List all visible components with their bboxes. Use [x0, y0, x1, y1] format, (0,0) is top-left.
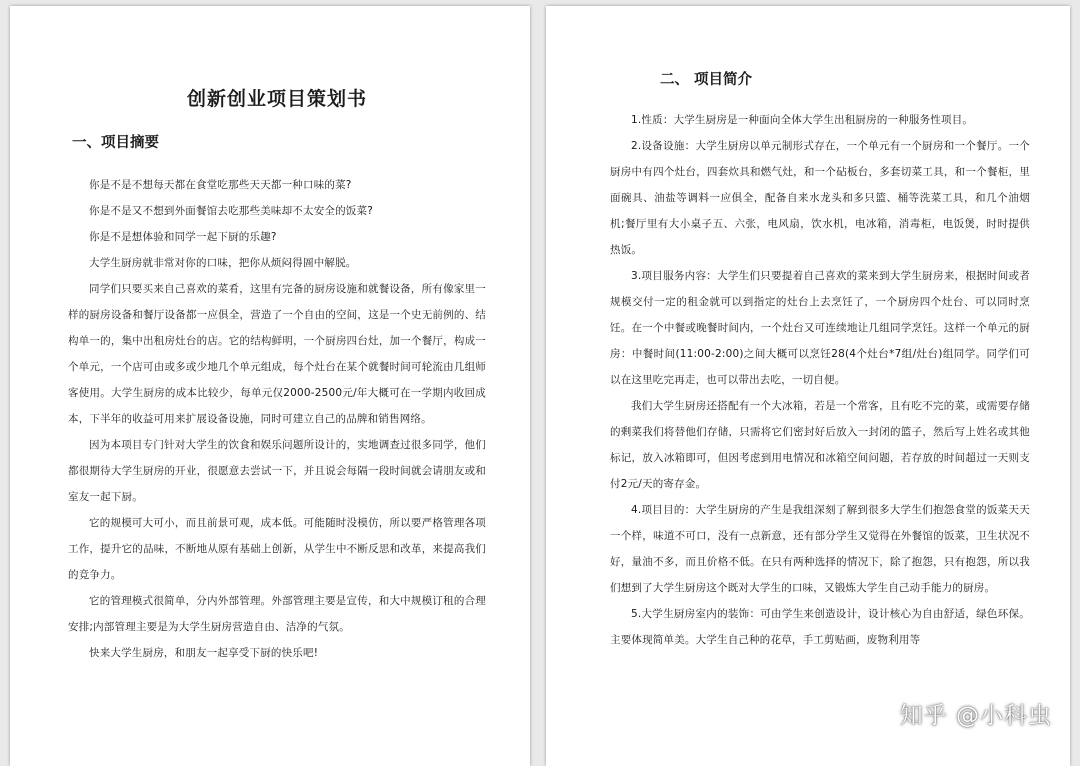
document-title: 创新创业项目策划书 [186, 88, 367, 110]
paragraph: 你是不是想体验和同学一起下厨的乐趣? [89, 231, 277, 243]
paragraph: 我们大学生厨房还搭配有一个大冰箱，若是一个常客，且有吃不完的菜，或需要存储的剩菜我们将替他们存储，只需将它们密封好后放入一封闭的篮子，然后写上姓名或其他标记，放入冰箱即可，但因考虑到用电情况和冰箱空间问题，若存放的时间超过一天则支付2元/天的寄存金。 [610, 400, 1030, 490]
paragraph: 5.大学生厨房室内的装饰：可由学生来创造设计，设计核心为自由舒适，绿色环保。主要体现简单美。大学生自己种的花草，手工剪贴画，废物利用等 [610, 608, 1030, 646]
paragraph: 你是不是又不想到外面餐馆去吃那些美味却不太安全的饭菜? [89, 205, 373, 217]
paragraph: 3.项目服务内容：大学生们只要提着自己喜欢的菜来到大学生厨房来，根据时间或者规模交付一定的租金就可以到指定的灶台上去烹饪了，一个厨房四个灶台、可以同时烹饪。在一个中餐或晚餐时间内，一个灶台又可连续地让几组同学烹饪。这样一个单元的厨房：中餐时间(11:00-2:00)之间大概可以烹饪28(4个灶台*7组/灶台)组同学。同学们可以在这里吃完再走，也可以带出去吃，一切自便。 [610, 270, 1030, 386]
paragraph: 它的规模可大可小，而且前景可观，成本低。可能随时没模仿，所以要严格管理各项工作，提升它的品味，不断地从原有基础上创新，从学生中不断反思和改革，来提高我们的竞争力。 [68, 517, 486, 581]
paragraph: 大学生厨房就非常对你的口味，把你从烦闷得圄中解脱。 [89, 257, 357, 269]
paragraph: 同学们只要买来自己喜欢的菜肴，这里有完备的厨房设施和就餐设备，所有像家里一样的厨房设备和餐厅设备都一应俱全，营造了一个自由的空间，这是一个史无前例的、结构单一的，集中出租房灶台的店。它的结构鲜明，一个厨房四台灶，加一个餐厅，构成一个单元，一个店可由或多或少地几个单元组成，每个灶台在某个就餐时间可轮流由几组师客使用。大学生厨房的成本比较少，每单元仅2000-2500元/年大概可在一学期内收回成本，下半年的收益可用来扩展设备设施，同时可建立自己的品牌和销售网络。 [68, 283, 486, 425]
paragraph: 1.性质：大学生厨房是一种面向全体大学生出租厨房的一种服务性项目。 [631, 114, 974, 126]
paragraph: 因为本项目专门针对大学生的饮食和娱乐问题所设计的，实地调查过很多同学，他们都很期待大学生厨房的开业，很愿意去尝试一下，并且说会每隔一段时间就会请朋友或和室友一起下厨。 [68, 439, 486, 503]
paragraph: 快来大学生厨房，和朋友一起享受下厨的快乐吧! [89, 647, 319, 659]
document-page-right [546, 6, 1070, 766]
document-page-left [10, 6, 530, 766]
section-heading-summary: 一、项目摘要 [72, 134, 159, 151]
paragraph: 你是不是不想每天都在食堂吃那些天天都一种口味的菜? [89, 179, 352, 191]
section-heading-intro: 二、 项目简介 [660, 71, 753, 88]
paragraph: 它的管理模式很简单，分内外部管理。外部管理主要是宣传，和大中规模订租的合理安排;内部管理主要是为大学生厨房营造自由、洁净的气氛。 [68, 595, 486, 633]
zhihu-watermark: 知乎 @小科虫 [899, 703, 1052, 729]
paragraph: 4.项目目的：大学生厨房的产生是我组深刻了解到很多大学生们抱怨食堂的饭菜天天一个样，味道不可口，没有一点新意，还有部分学生又觉得在外餐馆的饭菜，卫生状况不好，量油不多，而且价格不低。在只有两种选择的情况下，除了抱怨，只有抱怨，所以我们想到了大学生厨房这个既对大学生的口味，又锻炼大学生自己动手能力的厨房。 [610, 504, 1030, 594]
paragraph: 2.设备设施：大学生厨房以单元制形式存在，一个单元有一个厨房和一个餐厅。一个厨房中有四个灶台，四套炊具和燃气灶，和一个砧板台，多套切菜工具，和一个餐柜，里面碗具、油盐等调料一应俱全，配备自来水龙头和多只篮、桶等洗菜工具，和几个油烟机;餐厅里有大小桌子五、六张，电风扇，饮水机，电冰箱，消毒柜，电饭煲，时时提供热饭。 [610, 140, 1030, 256]
